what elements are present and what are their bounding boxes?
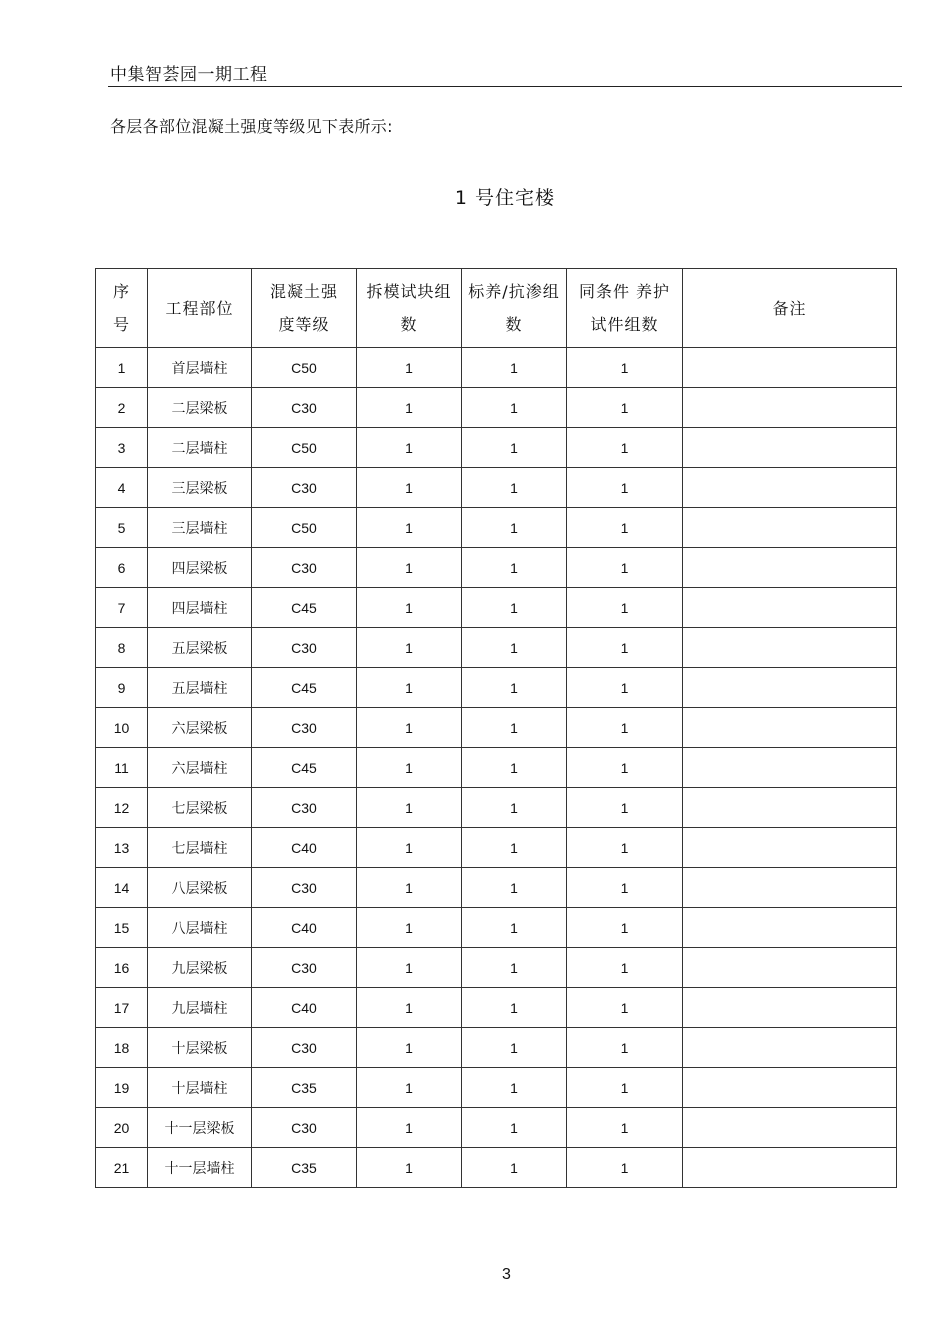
cell-same-condition-count: 1 (567, 388, 683, 428)
cell-demold-count: 1 (357, 548, 462, 588)
cell-part: 五层梁板 (148, 628, 252, 668)
cell-standard-count: 1 (462, 628, 567, 668)
cell-part: 二层墙柱 (148, 428, 252, 468)
cell-same-condition-count: 1 (567, 1028, 683, 1068)
header-divider (108, 86, 902, 87)
cell-grade: C30 (252, 628, 357, 668)
cell-part: 三层梁板 (148, 468, 252, 508)
table-row (96, 628, 897, 668)
cell-seq: 4 (96, 468, 148, 508)
cell-part: 八层梁板 (148, 868, 252, 908)
cell-same-condition-count: 1 (567, 828, 683, 868)
cell-standard-count: 1 (462, 1108, 567, 1148)
cell-same-condition-count: 1 (567, 1148, 683, 1188)
cell-remarks (683, 948, 897, 988)
cell-grade: C30 (252, 1028, 357, 1068)
cell-same-condition-count: 1 (567, 668, 683, 708)
header-remarks-label: 备注 (772, 298, 807, 318)
cell-demold-count: 1 (357, 428, 462, 468)
cell-demold-count: 1 (357, 708, 462, 748)
cell-seq: 13 (96, 828, 148, 868)
cell-demold-count: 1 (357, 1108, 462, 1148)
cell-same-condition-count: 1 (567, 348, 683, 388)
cell-seq: 14 (96, 868, 148, 908)
cell-remarks (683, 588, 897, 628)
header-cell-part (148, 269, 252, 348)
cell-grade: C50 (252, 348, 357, 388)
cell-part: 四层梁板 (148, 548, 252, 588)
table-row (96, 708, 897, 748)
cell-grade: C30 (252, 388, 357, 428)
table-row (96, 548, 897, 588)
cell-seq: 6 (96, 548, 148, 588)
cell-grade: C35 (252, 1068, 357, 1108)
table-row (96, 1108, 897, 1148)
cell-standard-count: 1 (462, 708, 567, 748)
cell-remarks (683, 668, 897, 708)
table-header-row (96, 269, 897, 348)
cell-standard-count: 1 (462, 348, 567, 388)
cell-demold-count: 1 (357, 908, 462, 948)
cell-standard-count: 1 (462, 1148, 567, 1188)
cell-demold-count: 1 (357, 628, 462, 668)
cell-part: 九层墙柱 (148, 988, 252, 1028)
cell-remarks (683, 828, 897, 868)
cell-remarks (683, 788, 897, 828)
cell-demold-count: 1 (357, 508, 462, 548)
header-cell-same-condition (567, 269, 683, 348)
cell-grade: C45 (252, 748, 357, 788)
cell-seq: 16 (96, 948, 148, 988)
header-cell-seq (96, 269, 148, 348)
header-part-label: 工程部位 (165, 298, 234, 318)
cell-part: 十层梁板 (148, 1028, 252, 1068)
cell-standard-count: 1 (462, 1068, 567, 1108)
table-row (96, 1068, 897, 1108)
cell-seq: 11 (96, 748, 148, 788)
cell-standard-count: 1 (462, 548, 567, 588)
cell-grade: C30 (252, 548, 357, 588)
document-header-title: 中集智荟园一期工程 (110, 65, 268, 85)
cell-grade: C50 (252, 428, 357, 468)
cell-standard-count: 1 (462, 588, 567, 628)
cell-remarks (683, 1068, 897, 1108)
cell-grade: C30 (252, 708, 357, 748)
cell-remarks (683, 388, 897, 428)
cell-same-condition-count: 1 (567, 948, 683, 988)
cell-standard-count: 1 (462, 988, 567, 1028)
cell-remarks (683, 748, 897, 788)
cell-same-condition-count: 1 (567, 908, 683, 948)
cell-part: 六层墙柱 (148, 748, 252, 788)
cell-seq: 21 (96, 1148, 148, 1188)
cell-seq: 17 (96, 988, 148, 1028)
cell-seq: 5 (96, 508, 148, 548)
cell-grade: C40 (252, 988, 357, 1028)
cell-grade: C50 (252, 508, 357, 548)
cell-same-condition-count: 1 (567, 708, 683, 748)
cell-part: 十一层梁板 (148, 1108, 252, 1148)
cell-same-condition-count: 1 (567, 1108, 683, 1148)
cell-grade: C45 (252, 588, 357, 628)
table-row (96, 868, 897, 908)
cell-demold-count: 1 (357, 748, 462, 788)
cell-remarks (683, 508, 897, 548)
table-row (96, 508, 897, 548)
cell-remarks (683, 708, 897, 748)
cell-seq: 8 (96, 628, 148, 668)
table-row (96, 1028, 897, 1068)
table-row (96, 788, 897, 828)
cell-remarks (683, 988, 897, 1028)
cell-same-condition-count: 1 (567, 748, 683, 788)
cell-part: 六层梁板 (148, 708, 252, 748)
cell-seq: 19 (96, 1068, 148, 1108)
cell-remarks (683, 348, 897, 388)
cell-standard-count: 1 (462, 468, 567, 508)
table-row (96, 748, 897, 788)
cell-seq: 12 (96, 788, 148, 828)
table-row (96, 1148, 897, 1188)
cell-standard-count: 1 (462, 788, 567, 828)
page-number: 3 (502, 1266, 511, 1283)
cell-seq: 20 (96, 1108, 148, 1148)
table-body (96, 348, 897, 1188)
cell-part: 七层梁板 (148, 788, 252, 828)
header-grade-label: 混凝土强度等级 (269, 282, 338, 334)
cell-demold-count: 1 (357, 868, 462, 908)
cell-same-condition-count: 1 (567, 548, 683, 588)
cell-demold-count: 1 (357, 788, 462, 828)
cell-grade: C45 (252, 668, 357, 708)
intro-paragraph: 各层各部位混凝土强度等级见下表所示: (110, 117, 393, 136)
cell-remarks (683, 628, 897, 668)
cell-part: 三层墙柱 (148, 508, 252, 548)
table-row (96, 988, 897, 1028)
cell-standard-count: 1 (462, 948, 567, 988)
cell-demold-count: 1 (357, 948, 462, 988)
cell-demold-count: 1 (357, 588, 462, 628)
cell-same-condition-count: 1 (567, 508, 683, 548)
header-demold-label: 拆模试块组数 (366, 282, 452, 334)
header-cell-standard (462, 269, 567, 348)
cell-part: 九层梁板 (148, 948, 252, 988)
cell-same-condition-count: 1 (567, 428, 683, 468)
cell-part: 四层墙柱 (148, 588, 252, 628)
cell-standard-count: 1 (462, 388, 567, 428)
cell-grade: C30 (252, 1108, 357, 1148)
cell-standard-count: 1 (462, 668, 567, 708)
table-row (96, 428, 897, 468)
cell-remarks (683, 468, 897, 508)
table-row (96, 908, 897, 948)
cell-grade: C40 (252, 908, 357, 948)
cell-remarks (683, 428, 897, 468)
header-cell-remarks (683, 269, 897, 348)
cell-seq: 18 (96, 1028, 148, 1068)
cell-grade: C30 (252, 868, 357, 908)
cell-same-condition-count: 1 (567, 588, 683, 628)
cell-grade: C30 (252, 948, 357, 988)
cell-same-condition-count: 1 (567, 1068, 683, 1108)
table-row (96, 948, 897, 988)
cell-grade: C30 (252, 468, 357, 508)
cell-seq: 9 (96, 668, 148, 708)
header-standard-label: 标养/抗渗组数 (468, 282, 560, 334)
cell-remarks (683, 1028, 897, 1068)
cell-standard-count: 1 (462, 908, 567, 948)
cell-same-condition-count: 1 (567, 988, 683, 1028)
cell-part: 五层墙柱 (148, 668, 252, 708)
concrete-strength-table (95, 268, 897, 1188)
cell-demold-count: 1 (357, 468, 462, 508)
header-same-condition-label: 同条件 养护试件组数 (578, 282, 671, 334)
cell-seq: 7 (96, 588, 148, 628)
cell-part: 十一层墙柱 (148, 1148, 252, 1188)
cell-grade: C30 (252, 788, 357, 828)
cell-seq: 3 (96, 428, 148, 468)
cell-same-condition-count: 1 (567, 868, 683, 908)
cell-grade: C35 (252, 1148, 357, 1188)
cell-demold-count: 1 (357, 668, 462, 708)
cell-part: 首层墙柱 (148, 348, 252, 388)
cell-remarks (683, 908, 897, 948)
cell-part: 二层梁板 (148, 388, 252, 428)
table-row (96, 588, 897, 628)
cell-same-condition-count: 1 (567, 788, 683, 828)
cell-demold-count: 1 (357, 828, 462, 868)
table-row (96, 828, 897, 868)
cell-seq: 1 (96, 348, 148, 388)
cell-standard-count: 1 (462, 748, 567, 788)
cell-seq: 2 (96, 388, 148, 428)
header-seq-label: 序号 (112, 282, 130, 334)
cell-remarks (683, 1108, 897, 1148)
cell-demold-count: 1 (357, 388, 462, 428)
cell-seq: 10 (96, 708, 148, 748)
table-title: 1 号住宅楼 (454, 187, 556, 209)
cell-part: 七层墙柱 (148, 828, 252, 868)
cell-remarks (683, 1148, 897, 1188)
table-row (96, 668, 897, 708)
cell-standard-count: 1 (462, 828, 567, 868)
cell-demold-count: 1 (357, 348, 462, 388)
table-row (96, 388, 897, 428)
cell-remarks (683, 548, 897, 588)
cell-part: 十层墙柱 (148, 1068, 252, 1108)
cell-same-condition-count: 1 (567, 468, 683, 508)
cell-demold-count: 1 (357, 988, 462, 1028)
cell-remarks (683, 868, 897, 908)
table-row (96, 468, 897, 508)
cell-demold-count: 1 (357, 1068, 462, 1108)
cell-seq: 15 (96, 908, 148, 948)
cell-standard-count: 1 (462, 428, 567, 468)
cell-demold-count: 1 (357, 1028, 462, 1068)
cell-same-condition-count: 1 (567, 628, 683, 668)
cell-grade: C40 (252, 828, 357, 868)
table-row (96, 348, 897, 388)
cell-standard-count: 1 (462, 508, 567, 548)
cell-part: 八层墙柱 (148, 908, 252, 948)
header-cell-grade (252, 269, 357, 348)
cell-demold-count: 1 (357, 1148, 462, 1188)
cell-standard-count: 1 (462, 868, 567, 908)
cell-standard-count: 1 (462, 1028, 567, 1068)
header-cell-demold (357, 269, 462, 348)
